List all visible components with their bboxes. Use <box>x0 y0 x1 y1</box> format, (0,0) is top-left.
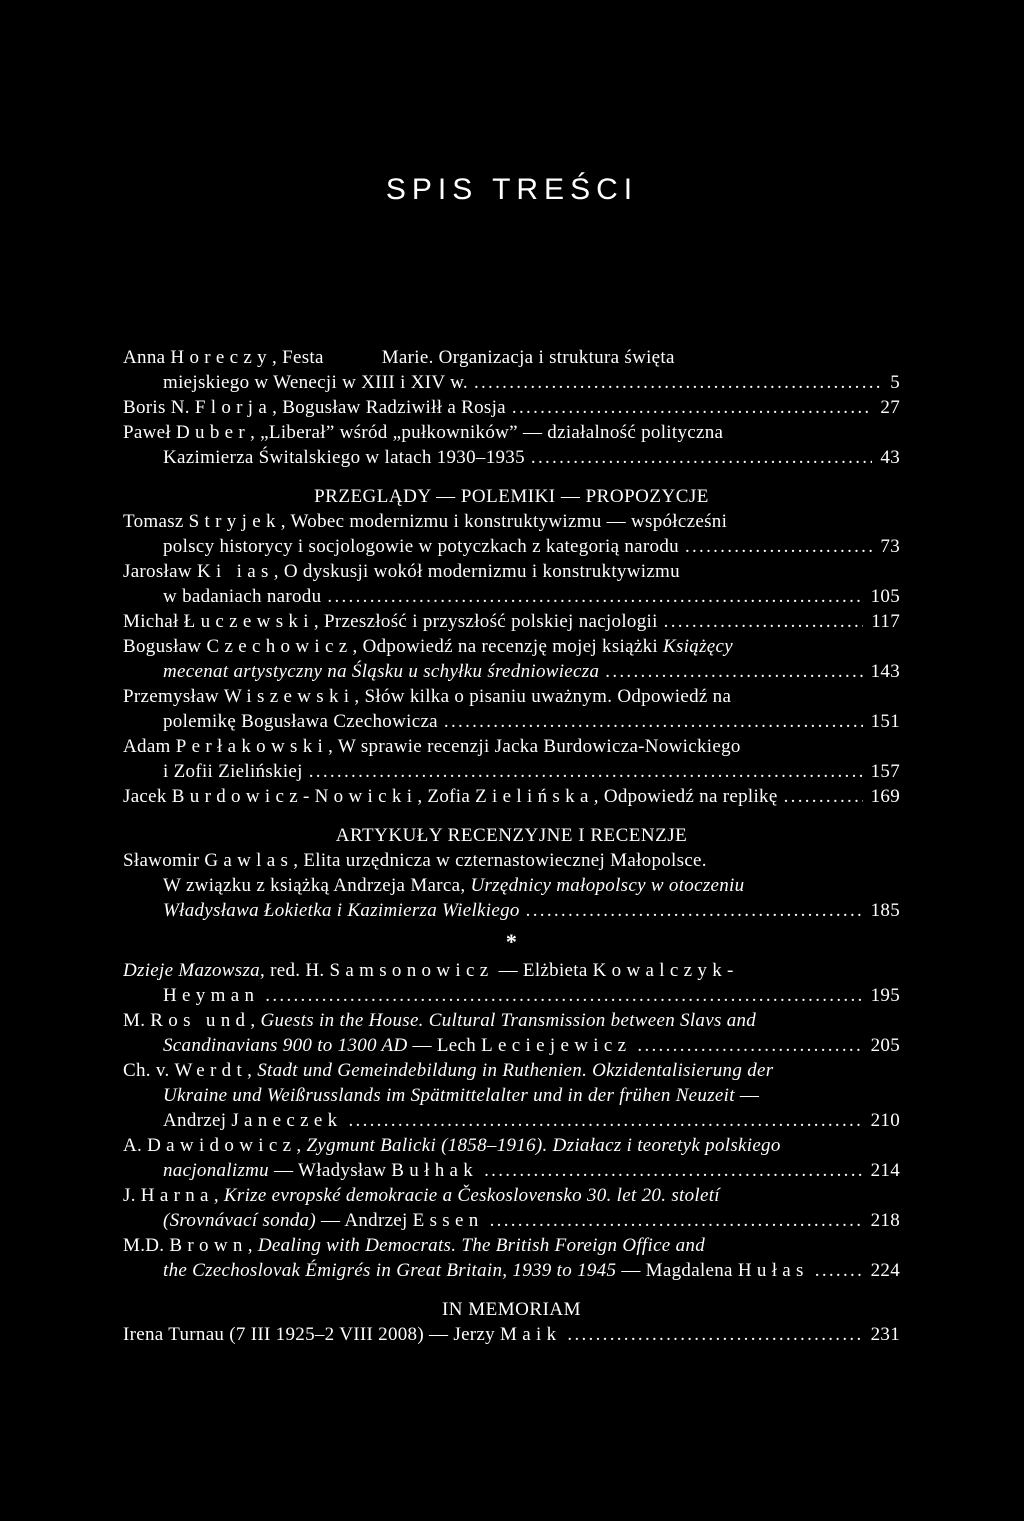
reviewer-given-name: — Elżbieta <box>493 960 593 981</box>
book-title: Ukraine und Weißrusslands im Spätmittelalter und in der frühen Neuzeit <box>163 1085 735 1106</box>
entry-text <box>123 1183 720 1208</box>
toc-entry <box>123 1058 900 1133</box>
leader-dots <box>526 898 863 923</box>
entry-text <box>123 684 731 709</box>
page-number: 185 <box>870 900 900 921</box>
toc-entry-line <box>123 584 900 609</box>
toc-entry <box>123 1183 900 1233</box>
toc-entry <box>123 784 900 809</box>
toc-entry-line <box>123 1133 900 1158</box>
toc-entry-line <box>123 609 900 634</box>
author-surname: Horeczy <box>170 347 272 368</box>
punctuation: , <box>247 1060 258 1081</box>
coauthor-surname: Zielińska <box>475 786 594 807</box>
toc-entry-line <box>123 709 900 734</box>
toc-entry-line <box>123 848 900 873</box>
page-number: 143 <box>870 661 900 682</box>
toc-entry <box>123 958 900 1008</box>
leader-dots <box>265 983 862 1008</box>
reviewer-given-name: — Lech <box>407 1035 482 1056</box>
author-surname: Perłakowski <box>175 736 329 757</box>
entry-text <box>163 1208 484 1233</box>
polemics-section <box>123 484 900 809</box>
toc-entry-line <box>123 345 900 370</box>
toc-entry-line <box>123 1233 900 1258</box>
entry-text <box>163 1033 631 1058</box>
toc-entry-line <box>123 759 900 784</box>
book-author-surname: Dawidowicz <box>147 1135 297 1156</box>
entry-text <box>163 584 321 609</box>
entry-title: Kazimierza Świtalskiego w latach 1930–1935 <box>163 447 525 468</box>
page-number: 151 <box>870 711 900 732</box>
book-author-surname: Werdt <box>174 1060 248 1081</box>
page-number: 117 <box>871 611 900 632</box>
reviewer-surname: Heyman <box>163 985 260 1006</box>
book-title: mecenat artystyczny na Śląsku u schyłku średniowiecza <box>163 661 600 682</box>
entry-title: , O dyskusji wokół modernizmu i konstruktywizmu <box>273 561 680 582</box>
entry-text <box>123 958 739 983</box>
toc-entry-line <box>123 1083 900 1108</box>
toc-entry-line <box>123 1108 900 1133</box>
toc-entry-line <box>123 534 900 559</box>
toc-entry-line <box>123 445 900 470</box>
book-title: Dzieje Mazowsza <box>123 960 260 981</box>
entry-text <box>123 1058 773 1083</box>
leader-dots <box>348 1108 862 1133</box>
author-given-name: Jacek <box>123 786 172 807</box>
author-given-name: Bogusław <box>123 636 207 657</box>
toc-entry-line <box>123 1058 900 1083</box>
punctuation: , <box>213 1185 224 1206</box>
entry-text <box>163 1258 809 1283</box>
toc-entry <box>123 609 900 634</box>
section-heading: PRZEGLĄDY — POLEMIKI — PROPOZYCJE <box>314 486 709 507</box>
page-number: 214 <box>870 1160 900 1181</box>
toc-entry <box>123 634 900 684</box>
entry-text <box>163 709 438 734</box>
toc-entry-line <box>123 1183 900 1208</box>
punctuation: , <box>250 1010 261 1031</box>
entry-title: , Przeszłość i przyszłość polskiej nacjologii <box>313 611 658 632</box>
asterisk-separator: * <box>505 929 518 954</box>
toc-entry <box>123 848 900 923</box>
author-surname: Wiszewski <box>223 686 355 707</box>
entry-text <box>163 759 303 784</box>
entry-title: Marie. Organizacja i struktura święta <box>381 347 675 368</box>
page-number: 43 <box>880 447 900 468</box>
entry-title: w badaniach narodu <box>163 586 322 607</box>
toc-entry-line <box>123 1158 900 1183</box>
entry-text <box>123 784 778 809</box>
book-author-surname: Samsonowicz <box>329 960 494 981</box>
entry-title: , Elita urzędnicza w czternastowiecznej Małopolsce. <box>293 850 707 871</box>
entry-title: W związku z książką Andrzeja Marca, <box>163 875 471 896</box>
page-number: 27 <box>880 397 900 418</box>
page-number: 5 <box>890 372 900 393</box>
book-title: Krize evropské demokracie a Československo 30. let 20. století <box>223 1185 720 1206</box>
reviewer-given-name: — Magdalena <box>616 1260 738 1281</box>
toc-entry <box>123 559 900 609</box>
reviewer-given-name: — Władysław <box>269 1160 392 1181</box>
entry-text <box>163 659 599 684</box>
leader-dots <box>531 445 872 470</box>
leader-dots <box>484 1158 863 1183</box>
entry-title: , Słów kilka o pisaniu uważnym. Odpowiedź na <box>354 686 732 707</box>
author-surname: Duber <box>175 422 251 443</box>
book-title: Stadt und Gemeindebildung in Ruthenien. Okzidentalisierung der <box>257 1060 774 1081</box>
toc-entry-line <box>123 1208 900 1233</box>
author-given-name: Paweł <box>123 422 176 443</box>
author-surname: Florja <box>194 397 273 418</box>
entry-text <box>163 1158 478 1183</box>
book-title: Dealing with Democrats. The British Foreign Office and <box>257 1235 705 1256</box>
author-surname: Stryjek <box>188 511 281 532</box>
toc-entry-line <box>123 1033 900 1058</box>
author-surname: Łuczewski <box>183 611 314 632</box>
author-given-name: Tomasz <box>123 511 189 532</box>
reviewer-given-name: Andrzej <box>163 1110 232 1131</box>
leader-dots <box>784 784 863 809</box>
toc-entry-line <box>123 983 900 1008</box>
page-number: 157 <box>870 761 900 782</box>
entry-text <box>123 395 506 420</box>
entry-title: miejskiego w Wenecji w XIII i XIV w. <box>163 372 468 393</box>
entry-text <box>123 609 658 634</box>
entry-text <box>123 734 741 759</box>
section-heading: IN MEMORIAM <box>441 1299 582 1320</box>
leader-dots <box>637 1033 862 1058</box>
leader-dots <box>444 709 863 734</box>
reviewer-surname: Kowalczyk- <box>592 960 739 981</box>
toc-entry <box>123 1008 900 1058</box>
page-number: 218 <box>870 1210 900 1231</box>
book-author-surname: Ros und <box>150 1010 251 1031</box>
author-given-name: Michał <box>123 611 184 632</box>
author-given-name: Jarosław <box>123 561 197 582</box>
book-author-surname: Brown <box>169 1235 248 1256</box>
page-number: 105 <box>870 586 900 607</box>
entry-title: , Odpowiedź na replikę <box>593 786 778 807</box>
page-number: 169 <box>870 786 900 807</box>
leader-dots <box>474 370 882 395</box>
toc-entry <box>123 420 900 470</box>
entry-title: , Festa <box>272 347 324 368</box>
author-given-name: Sławomir <box>123 850 205 871</box>
punctuation: , <box>247 1235 258 1256</box>
book-title: the Czechoslovak Émigrés in Great Britain, 1939 to 1945 <box>163 1260 617 1281</box>
toc-entry-line <box>123 1322 900 1347</box>
author-surname: Czechowicz <box>206 636 353 657</box>
leader-dots <box>567 1322 862 1347</box>
entry-text <box>123 420 723 445</box>
toc-entry <box>123 345 900 395</box>
entry-text <box>123 1008 756 1033</box>
page-title: SPIS TREŚCI <box>385 173 639 206</box>
leader-dots <box>664 609 864 634</box>
entry-title: i Zofii Zielińskiej <box>163 761 303 782</box>
book-title: Zygmunt Balicki (1858–1916). Działacz i teoretyk polskiego <box>306 1135 781 1156</box>
entry-title: polemikę Bogusława Czechowicza <box>163 711 438 732</box>
toc-entry <box>123 509 900 559</box>
toc-entry-line <box>123 873 900 898</box>
toc-entry-line <box>123 370 900 395</box>
toc-entry-line <box>123 659 900 684</box>
toc-entry-line <box>123 420 900 445</box>
book-title: Guests in the House. Cultural Transmission between Slavs and <box>260 1010 757 1031</box>
book-author-initial: M.D. <box>123 1235 170 1256</box>
entry-text <box>123 848 707 873</box>
leader-dots <box>512 395 872 420</box>
book-author-initial: Ch. v. <box>123 1060 175 1081</box>
memoriam-section <box>123 1297 900 1347</box>
author-given-name: Boris N. <box>123 397 195 418</box>
toc-entry-line <box>123 784 900 809</box>
reviewer-surname: Leciejewicz <box>481 1035 632 1056</box>
entry-text <box>163 1108 342 1133</box>
page-number: 210 <box>870 1110 900 1131</box>
toc-entry <box>123 1233 900 1283</box>
book-title: Scandinavians 900 to 1300 AD <box>163 1035 408 1056</box>
reviews-section <box>123 823 900 1283</box>
toc-entry-line <box>123 1258 900 1283</box>
entry-text <box>123 634 733 659</box>
author-surname: Gawlas <box>204 850 294 871</box>
toc-entry-line <box>123 634 900 659</box>
entry-text <box>123 1322 561 1347</box>
toc-entry-line <box>123 958 900 983</box>
book-author-initial: J. <box>123 1185 141 1206</box>
entry-title: , W sprawie recenzji Jacka Burdowicza-Nowickiego <box>328 736 741 757</box>
entry-title: Irena Turnau (7 III 1925–2 VIII 2008) — Jerzy <box>123 1324 501 1345</box>
author-given-name: Anna <box>123 347 171 368</box>
author-given-name: Przemysław <box>123 686 224 707</box>
reviewer-surname: Bułhak <box>391 1160 479 1181</box>
leader-dots <box>815 1258 863 1283</box>
entry-text <box>123 1233 705 1258</box>
punctuation: , <box>296 1135 307 1156</box>
toc-entry-line <box>123 559 900 584</box>
toc-entry <box>123 684 900 734</box>
section-heading: ARTYKUŁY RECENZYJNE I RECENZJE <box>335 825 688 846</box>
table-of-contents <box>123 345 900 1347</box>
entry-text <box>163 445 525 470</box>
entry-text <box>163 898 520 923</box>
toc-entry <box>123 1133 900 1183</box>
entry-title: , „Liberał” wśród „pułkowników” — działalność polityczna <box>250 422 724 443</box>
reviewer-surname: Hułas <box>737 1260 809 1281</box>
book-title: (Srovnávací sonda) <box>163 1210 316 1231</box>
page-number: 195 <box>870 985 900 1006</box>
entry-text <box>123 345 675 370</box>
book-title: nacjonalizmu <box>163 1160 269 1181</box>
reviewer-surname: Essen <box>412 1210 484 1231</box>
leader-dots <box>309 759 863 784</box>
entry-text <box>123 509 727 534</box>
coauthor-given-name: , Zofia <box>417 786 476 807</box>
book-author-initial: A. <box>123 1135 148 1156</box>
entry-title: , Bogusław Radziwiłł a Rosja <box>272 397 506 418</box>
entry-title: polscy historycy i socjologowie w potyczkach z kategorią narodu <box>163 536 679 557</box>
author-surname: Burdowicz-Nowicki <box>171 786 418 807</box>
page-number: 224 <box>870 1260 900 1281</box>
page-number: 231 <box>870 1324 900 1345</box>
author-surname: Maik <box>500 1324 562 1345</box>
toc-entry-line <box>123 898 900 923</box>
entry-text <box>163 534 679 559</box>
book-title: Urzędnicy małopolscy w otoczeniu <box>470 875 745 896</box>
toc-entry-line <box>123 684 900 709</box>
toc-entry <box>123 1322 900 1347</box>
entry-text <box>163 1083 759 1108</box>
leader-dots <box>685 534 872 559</box>
entry-text <box>123 1133 781 1158</box>
toc-entry-line <box>123 1008 900 1033</box>
book-author-surname: Harna <box>140 1185 214 1206</box>
reviewer-given-name: — Andrzej <box>315 1210 413 1231</box>
punctuation: — <box>734 1085 760 1106</box>
book-editor-label: , red. H. <box>259 960 330 981</box>
entry-text <box>163 983 259 1008</box>
leader-dots <box>605 659 862 684</box>
author-given-name: Adam <box>123 736 176 757</box>
page-number: 205 <box>870 1035 900 1056</box>
toc-entry-line <box>123 734 900 759</box>
toc-entry <box>123 395 900 420</box>
leader-dots <box>327 584 862 609</box>
entry-text <box>163 370 468 395</box>
author-surname: Ki ias <box>196 561 274 582</box>
toc-entry-line <box>123 509 900 534</box>
entry-text <box>163 873 744 898</box>
book-title: Książęcy <box>663 636 733 657</box>
toc-entry-line <box>123 395 900 420</box>
entry-title: , Wobec modernizmu i konstruktywizmu — współcześni <box>280 511 728 532</box>
book-title: Władysława Łokietka i Kazimierza Wielkiego <box>163 900 520 921</box>
book-author-initial: M. <box>123 1010 151 1031</box>
leader-dots <box>490 1208 863 1233</box>
toc-entry <box>123 734 900 784</box>
reviewer-surname: Janeczek <box>231 1110 343 1131</box>
entry-text <box>123 559 680 584</box>
articles-section <box>123 345 900 470</box>
entry-title: , Odpowiedź na recenzję mojej książki <box>352 636 664 657</box>
page-number: 73 <box>880 536 900 557</box>
